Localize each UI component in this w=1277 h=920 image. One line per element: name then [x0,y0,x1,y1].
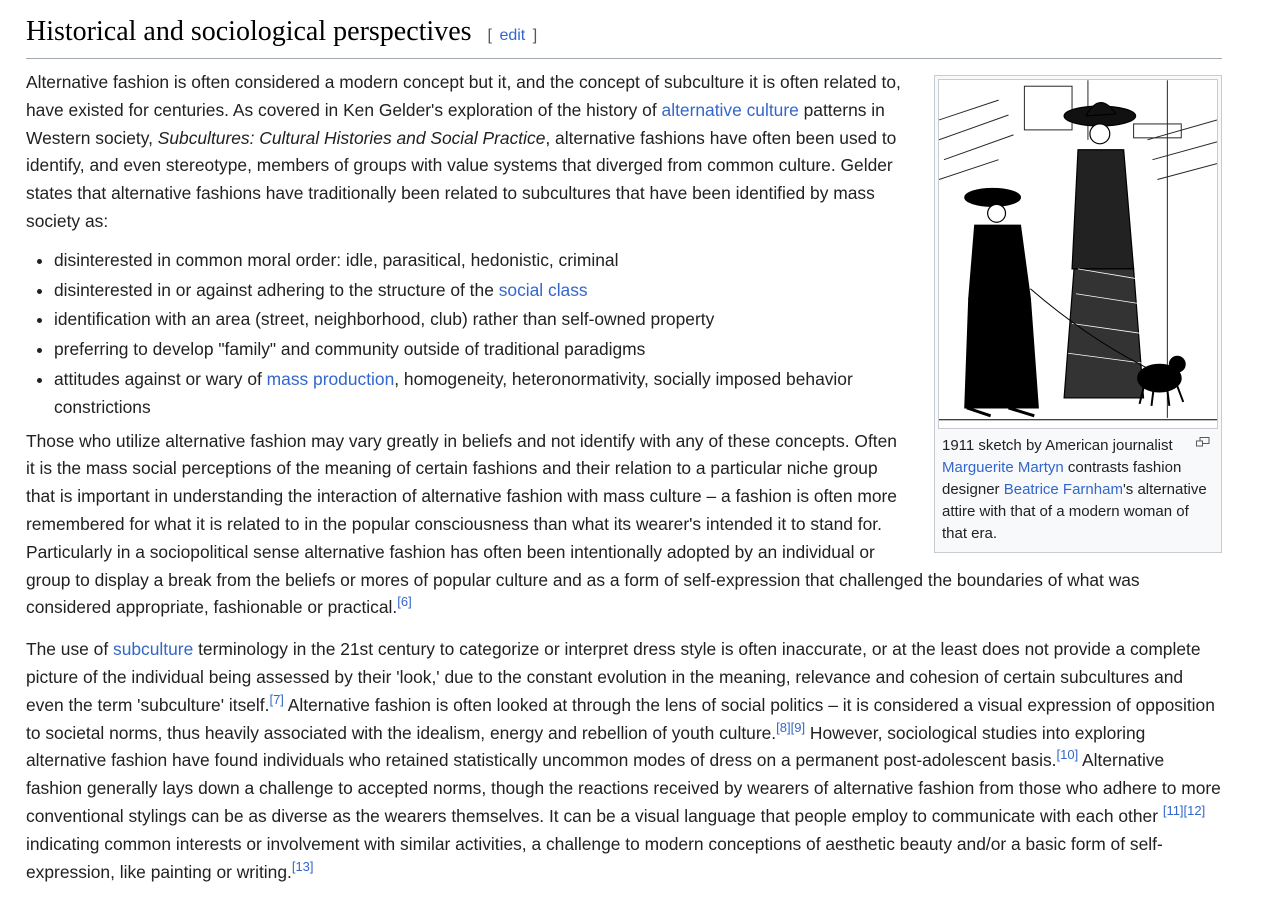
figure-caption [938,429,1218,549]
p3-text-4: However, sociological studies into exploring alternative fashion have found individuals who retained statistically uncommon modes of dress on a permanent post-adolescent basis. [26,722,1146,771]
caption-link-marguerite-martyn[interactable]: Marguerite Martyn [942,459,1064,476]
reference-9[interactable]: [9] [790,719,806,735]
caption-text-2: contrasts fashion designer [942,459,1182,498]
p1-text-3: , alternative fashions have often been used to identify, and even stereotype, members of groups with value systems that diverged from common culture. Gelder states that alternative fashions have traditionally been related to subcultures that have been identified by mass society as: [26,127,897,231]
caption-text-1: 1911 sketch by American journalist [942,437,1173,454]
list-item-text: preferring to develop "family" and community outside of traditional paradigms [54,339,646,360]
p3-text-1: The use of [26,639,114,660]
enlarge-icon[interactable] [1196,437,1210,447]
reference-8[interactable]: [8] [776,719,791,735]
paragraph-3 [26,636,1222,886]
section-title: Historical and sociological perspectives [26,16,472,47]
figure-thumbnail [934,75,1222,553]
reference-7[interactable]: [7] [269,691,284,707]
section-heading [26,12,1222,59]
list-item-text: attitudes against or wary of [54,368,267,389]
edit-link[interactable]: edit [499,27,526,44]
p3-text-2: terminology in the 21st century to categorize or interpret dress style is often inaccurate, or at the least does not provide a complete picture of the individual being assessed by their 'look,' due to the constant evolution in the meaning, relevance and cohesion of certain subcultures and even the term 'subculture' itself. [26,639,1201,715]
list-item-text: , homogeneity, heteronormativity, socially imposed behavior constrictions [54,368,853,417]
reference-13[interactable]: [13] [291,858,314,874]
p2-text: Those who utilize alternative fashion may vary greatly in beliefs and not identify with any of these concepts. Often it is the mass social perceptions of the meaning of certain fashions and their relation to a particular niche group that is important in understanding the interaction of alternative fashion with mass culture – a fashion is often more remembered for what it is related to in the popular consciousness than what its wearer's intended it to stand for. Particularly in a sociopolitical sense alternative fashion has often been intentionally adopted by an individual or group to display a break from the beliefs or mores of popular culture and as a form of self-expression that challenged the boundaries of what was considered appropriate, fashionable or practical. [26,430,1140,618]
list-item-text: identification with an area (street, neighborhood, club) rather than self-owned property [54,309,715,330]
caption-text-3: 's alternative attire with that of a modern woman of that era. [942,481,1207,542]
list-item-text: disinterested in or against adhering to the structure of the [54,279,499,300]
reference-10[interactable]: [10] [1056,747,1079,763]
p3-text-6: indicating common interests or involvement with similar activities, a challenge to modern conceptions of aesthetic beauty and/or a basic form of self-expression, like painting or writing. [26,833,1163,882]
list-item-text: disinterested in common moral order: idle, parasitical, hedonistic, criminal [54,249,619,270]
caption-link-beatrice-farnham[interactable]: Beatrice Farnham [1003,481,1123,498]
p1-text-2: patterns in Western society, [26,99,885,148]
sketch-image[interactable] [938,79,1218,429]
edit-section [488,22,538,50]
link-alternative-culture[interactable]: alternative culture [661,99,799,120]
p3-text-3: Alternative fashion is often looked at through the lens of social politics – it is considered a visual expression of opposition to societal norms, thus heavily associated with the idealism, energy and rebellion of youth culture. [26,694,1215,743]
link-mass-production[interactable]: mass production [266,368,395,389]
reference-11[interactable]: [11] [1162,802,1184,818]
link-subculture[interactable]: subculture [113,639,194,660]
p3-text-5: Alternative fashion generally lays down a challenge to accepted norms, though the reactions received by wearers of alternative fashion from those who adhere to more conventional stylings can be as diverse as the wearers themselves. It can be a visual language that people employ to communicate with each other [26,750,1221,826]
reference-6[interactable]: [6] [397,594,412,610]
article-section [26,12,1222,897]
reference-12[interactable]: [12] [1183,802,1206,818]
p1-book-title: Subcultures: Cultural Histories and Social Practice [157,127,546,148]
edit-bracket-open: [ [487,27,492,44]
link-social-class[interactable]: social class [498,279,588,300]
edit-bracket-close: ] [532,27,538,44]
p1-text-1: Alternative fashion is often considered a modern concept but it, and the concept of subculture it is often related to, have existed for centuries. As covered in Ken Gelder's exploration of the history of [26,72,901,120]
